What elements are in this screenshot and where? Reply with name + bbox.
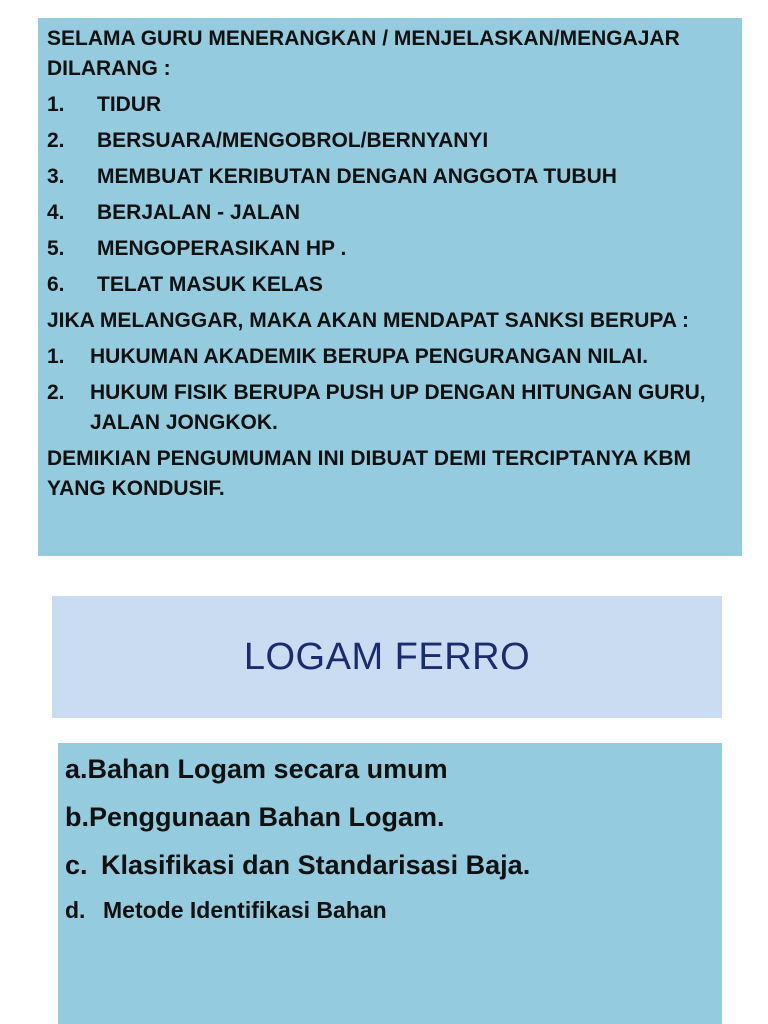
item-number: 3. [47, 165, 65, 188]
item-number: 4. [47, 201, 65, 224]
item-text: TELAT MASUK KELAS [97, 273, 323, 296]
topic-text: Klasifikasi dan Standarisasi Baja. [101, 850, 531, 880]
topic-text: Metode Identifikasi Bahan [103, 897, 387, 923]
prohibition-item [47, 90, 732, 120]
topic-item [65, 893, 714, 927]
item-number: 2. [47, 381, 65, 404]
item-text: HUKUM FISIK BERUPA PUSH UP DENGAN HITUNGAN GURU, JALAN JONGKOK. [90, 381, 706, 434]
rules-announcement-panel [38, 18, 742, 556]
topics-panel [58, 743, 722, 1024]
topic-letter: d. [65, 897, 86, 923]
item-text: MEMBUAT KERIBUTAN DENGAN ANGGOTA TUBUH [97, 165, 617, 188]
topic-item [65, 845, 714, 885]
item-text: TIDUR [97, 93, 162, 116]
rules-intro: SELAMA GURU MENERANGKAN / MENJELASKAN/MENGAJAR DILARANG : [47, 27, 680, 80]
item-number: 5. [47, 237, 65, 260]
item-text: BERJALAN - JALAN [97, 201, 301, 224]
item-number: 1. [47, 345, 65, 368]
item-number: 1. [47, 93, 65, 116]
prohibition-item [47, 270, 732, 300]
topic-letter: c. [65, 850, 88, 880]
topic-letter: b. [65, 802, 89, 832]
item-text: HUKUMAN AKADEMIK BERUPA PENGURANGAN NILAI. [90, 345, 649, 368]
prohibition-item [47, 198, 732, 228]
closing-statement: DEMIKIAN PENGUMUMAN INI DIBUAT DEMI TERCIPTANYA KBM YANG KONDUSIF. [47, 447, 691, 500]
topic-letter: a. [65, 754, 88, 784]
sanction-item [47, 378, 732, 438]
item-number: 6. [47, 273, 65, 296]
item-text: BERSUARA/MENGOBROL/BERNYANYI [97, 129, 489, 152]
title-panel [52, 596, 722, 718]
topic-item [65, 797, 714, 837]
sanction-intro: JIKA MELANGGAR, MAKA AKAN MENDAPAT SANKSI BERUPA : [47, 309, 690, 332]
prohibition-item [47, 162, 732, 192]
prohibition-item [47, 234, 732, 264]
topic-item [65, 749, 714, 789]
topic-text: Bahan Logam secara umum [87, 754, 448, 784]
sanction-item [47, 342, 732, 372]
topic-text: Penggunaan Bahan Logam. [89, 802, 445, 832]
slide-title: LOGAM FERRO [243, 635, 531, 678]
prohibition-item [47, 126, 732, 156]
item-text: MENGOPERASIKAN HP . [97, 237, 347, 260]
item-number: 2. [47, 129, 65, 152]
